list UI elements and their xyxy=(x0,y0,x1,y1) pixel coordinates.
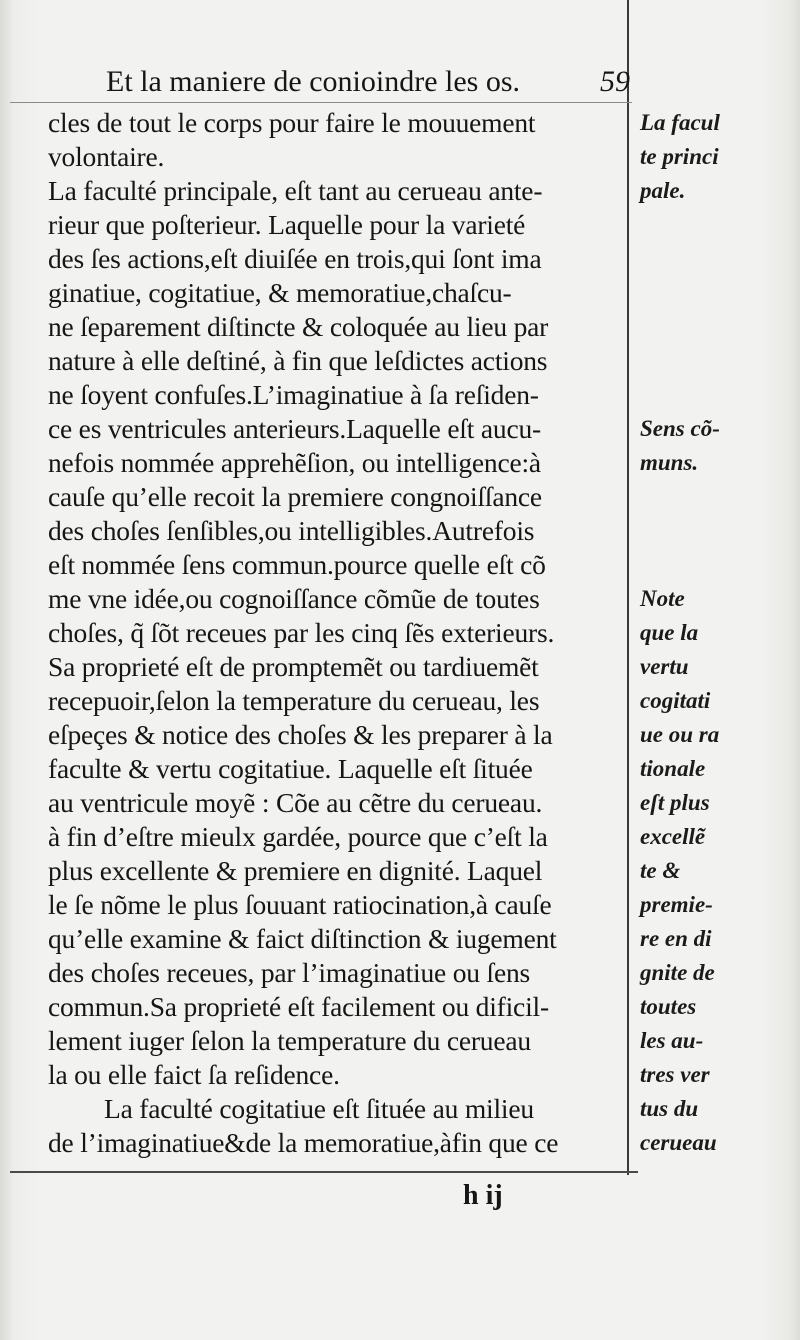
text-line: plus excellente & premiere en dignité. Laquel xyxy=(48,855,543,886)
text-line: qu’elle examine & faict diſtinction & iugement xyxy=(48,923,557,954)
margin-note-line: tres ver xyxy=(640,1062,710,1087)
text-line: nefois nommée apprehẽſion, ou intelligence:à xyxy=(48,447,541,478)
margin-note-line: gnite de xyxy=(640,960,715,985)
text-line: des ſes actions,eſt diuiſée en trois,qui ſont ima xyxy=(48,243,542,274)
text-line: recepuoir,ſelon la temperature du cerueau, les xyxy=(48,685,540,716)
text-line: nature à elle deſtiné, à fin que leſdictes actions xyxy=(48,345,548,376)
margin-note-line: te princi xyxy=(640,144,719,169)
page-header xyxy=(100,62,640,102)
text-line-indented: La faculté cogitatiue eſt ſituée au milieu xyxy=(104,1093,534,1124)
body-text xyxy=(48,106,630,1160)
page-number: 59 xyxy=(600,65,630,98)
margin-note-line: pale. xyxy=(640,178,686,203)
text-line: ginatiue, cogitatiue, & memoratiue,chaſcu- xyxy=(48,277,512,308)
margin-note-line: cogitati xyxy=(640,688,711,713)
margin-note-line: tionale xyxy=(640,756,706,781)
margin-note-line: re en di xyxy=(640,926,712,951)
margin-note-line: te & xyxy=(640,858,681,883)
margin-note-line: premie- xyxy=(640,892,713,917)
text-line: cles de tout le corps pour faire le mouuement xyxy=(48,107,536,138)
margin-note-line: muns. xyxy=(640,450,699,475)
margin-note-line: vertu xyxy=(640,654,689,679)
margin-note-line: tus du xyxy=(640,1096,699,1121)
text-line: la ou elle faict ſa reſidence. xyxy=(48,1059,340,1090)
text-line: eſt nommée ſens commun.pource quelle eſt cõ xyxy=(48,549,546,580)
text-line: choſes, q̃ ſõt receues par les cinq ſẽs exterieurs. xyxy=(48,617,555,648)
text-line: ne ſoyent confuſes.L’imaginatiue à ſa reſiden- xyxy=(48,379,539,410)
text-line: eſpeçes & notice des choſes & les preparer à la xyxy=(48,719,553,750)
text-line: lement iuger ſelon la temperature du cerueau xyxy=(48,1025,531,1056)
footer-rule xyxy=(10,1171,638,1173)
margin-note-line: Note xyxy=(640,586,685,611)
margin-note-line: toutes xyxy=(640,994,697,1019)
text-line: me vne idée,ou cognoiſſance cõmũe de toutes xyxy=(48,583,540,614)
text-line: faculte & vertu cogitatiue. Laquelle eſt ſituée xyxy=(48,753,533,784)
text-line: le ſe nõme le plus ſouuant ratiocination,à cauſe xyxy=(48,889,552,920)
margin-note-line: La facul xyxy=(640,110,720,135)
text-line: rieur que poſterieur. Laquelle pour la varieté xyxy=(48,209,526,240)
running-title: Et la maniere de conioindre les os. xyxy=(106,65,521,98)
text-line: La faculté principale, eſt tant au cerueau ante- xyxy=(48,175,543,206)
text-line: Sa proprieté eſt de promptemẽt ou tardiuemẽt xyxy=(48,651,539,682)
margin-note-line: cerueau xyxy=(640,1130,717,1155)
text-line: commun.Sa proprieté eſt facilement ou dificil- xyxy=(48,991,549,1022)
text-line: ne ſeparement diſtincte & coloquée au lieu par xyxy=(48,311,549,342)
margin-note-line: eſt plus xyxy=(640,790,710,815)
header-rule xyxy=(10,102,632,103)
margin-note-line: Sens cõ- xyxy=(640,416,720,441)
text-line: de l’imaginatiue&de la memoratiue,àfin que ce xyxy=(48,1127,559,1158)
margin-note-line: les au- xyxy=(640,1028,704,1053)
text-line: à fin d’eſtre mieulx gardée, pource que c’eſt la xyxy=(48,821,548,852)
text-line: des choſes ſenſibles,ou intelligibles.Autrefois xyxy=(48,515,535,546)
text-line: au ventricule moyẽ : Cõe au cẽtre du cerueau. xyxy=(48,787,543,818)
text-line: ce es ventricules anterieurs.Laquelle eſt aucu- xyxy=(48,413,541,444)
text-line: volontaire. xyxy=(48,141,165,172)
margin-notes xyxy=(640,106,798,1160)
margin-note-line: ue ou ra xyxy=(640,722,720,747)
margin-note-line: excellẽ xyxy=(640,824,706,849)
text-line: cauſe qu’elle recoit la premiere congnoiſſance xyxy=(48,481,542,512)
text-line: des choſes receues, par l’imaginatiue ou ſens xyxy=(48,957,530,988)
margin-note-line: que la xyxy=(640,620,699,645)
signature-mark: h ij xyxy=(463,1180,503,1211)
